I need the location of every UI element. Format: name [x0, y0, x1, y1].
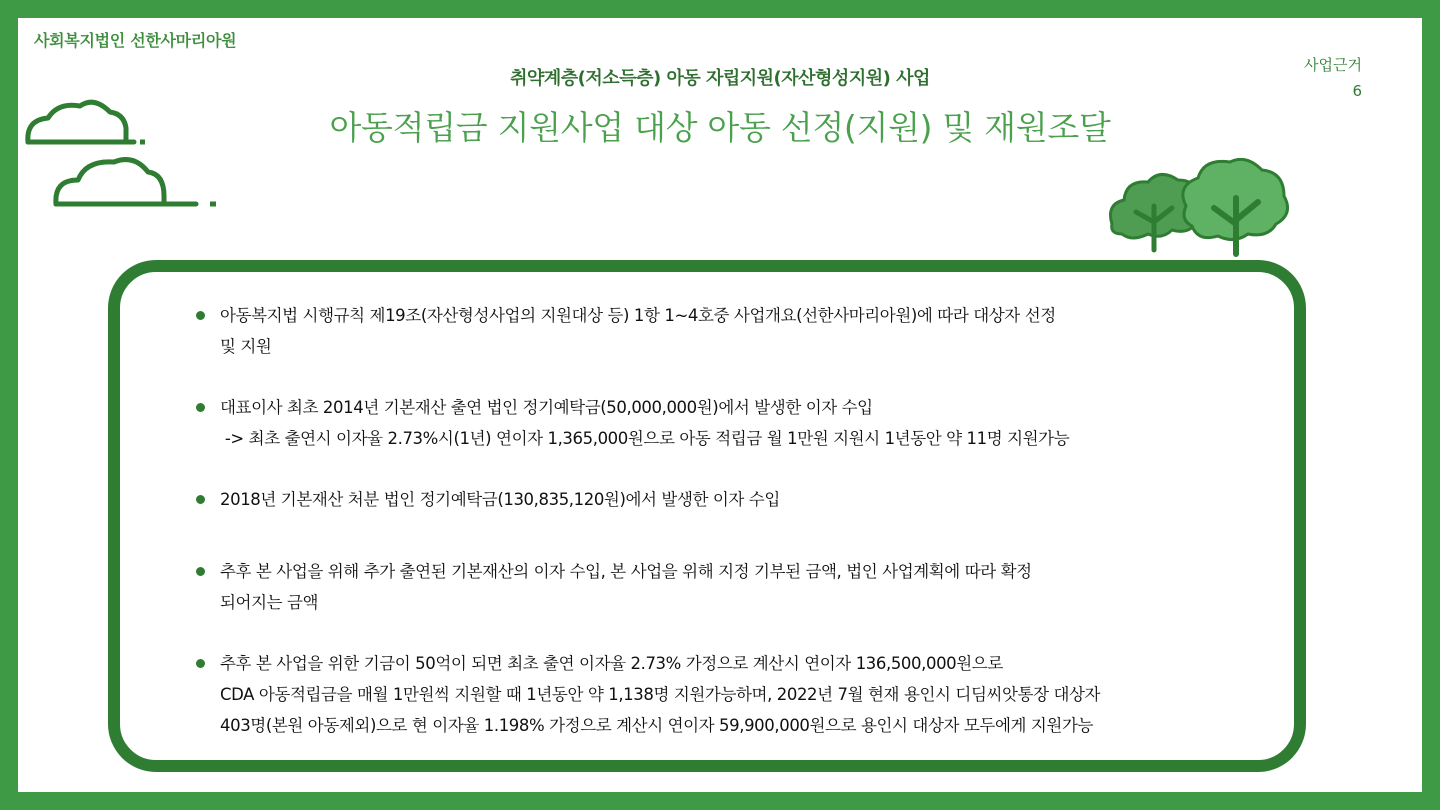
- content-panel: [108, 260, 1306, 772]
- page-subtitle: 취약계층(저소득층) 아동 자립지원(자산형성지원) 사업: [510, 68, 930, 89]
- bullet-text: 아동복지법 시행규칙 제19조(자산형성사업의 지원대상 등) 1항 1~4호중 사업개요(선한사마리아원)에 따라 대상자 선정: [220, 306, 1056, 325]
- bullet-text: 403명(본원 아동제외)으로 현 이자율 1.198% 가정으로 계산시 연이자 59,900,000원으로 용인시 대상자 모두에게 지원가능: [220, 716, 1094, 735]
- bullet-text: 추후 본 사업을 위해 추가 출연된 기본재산의 이자 수입, 본 사업을 위해 지정 기부된 금액, 법인 사업계획에 따라 확정: [220, 562, 1032, 581]
- bullet-dot-icon: [196, 311, 205, 320]
- bullet-dot-icon: [196, 403, 205, 412]
- bullet-text: 대표이사 최초 2014년 기본재산 출연 법인 정기예탁금(50,000,000원)에서 발생한 이자 수입: [220, 398, 873, 417]
- reference-label-text: 사업근거: [1304, 56, 1362, 74]
- bullet-dot-icon: [196, 495, 205, 504]
- tree-icon: [1102, 158, 1292, 258]
- list-item: [220, 648, 1290, 741]
- list-item: [220, 300, 1290, 362]
- bullet-list: [220, 300, 1290, 741]
- bullet-text: 추후 본 사업을 위한 기금이 50억이 되면 최초 출연 이자율 2.73% 가정으로 계산시 연이자 136,500,000원으로: [220, 654, 1003, 673]
- bullet-text: 및 지원: [220, 337, 272, 356]
- bullet-dot-icon: [196, 567, 205, 576]
- slide: [18, 18, 1422, 792]
- organization-name: 사회복지법인 선한사마리아원: [34, 31, 237, 50]
- bullet-dot-icon: [196, 659, 205, 668]
- bullet-text: -> 최초 출연시 이자율 2.73%시(1년) 연이자 1,365,000원으로 아동 적립금 월 1만원 지원시 1년동안 약 11명 지원가능: [220, 429, 1070, 448]
- reference-number: 6: [1352, 82, 1362, 100]
- list-item: [220, 484, 1290, 515]
- bullet-text: 2018년 기본재산 처분 법인 정기예탁금(130,835,120원)에서 발생한 이자 수입: [220, 490, 780, 509]
- page-title: 아동적립금 지원사업 대상 아동 선정(지원) 및 재원조달: [329, 108, 1111, 147]
- cloud-icon: [24, 98, 234, 238]
- bullet-text: 되어지는 금액: [220, 593, 319, 612]
- list-item: [220, 392, 1290, 454]
- list-item: [220, 556, 1290, 618]
- bullet-text: CDA 아동적립금을 매월 1만원씩 지원할 때 1년동안 약 1,138명 지원가능하며, 2022년 7월 현재 용인시 디딤씨앗통장 대상자: [220, 685, 1101, 704]
